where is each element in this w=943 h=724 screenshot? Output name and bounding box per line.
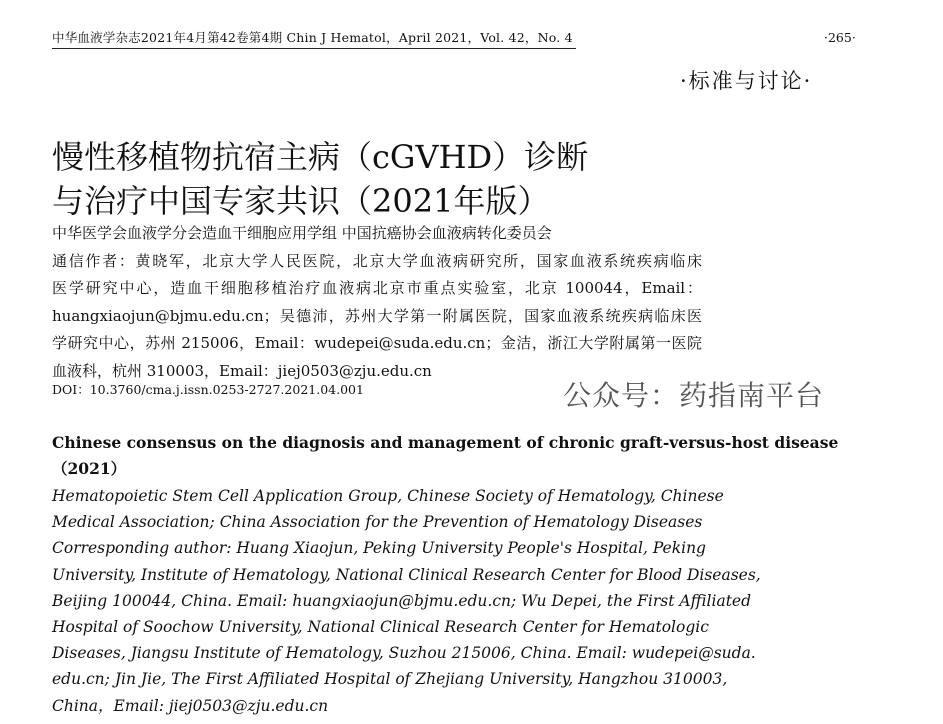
english-title-line: Chinese consensus on the diagnosis and management of chronic graft-versus-host disease [52, 433, 839, 452]
title-line: 慢性移植物抗宿主病（cGVHD）诊断 [52, 138, 589, 177]
authors-line: 学研究中心，苏州 215006，Email：wudepei@suda.edu.cn；金洁，浙江大学附属第一医院 [52, 334, 702, 353]
doi: DOI：10.3760/cma.j.issn.0253-2727.2021.04.001 [52, 382, 364, 397]
authors-line: 血液科，杭州 310003，Email：jiej0503@zju.edu.cn [52, 361, 432, 380]
english-body-line: Beijing 100044, China. Email: huangxiaojun@bjmu.edu.cn; Wu Depei, the First Affiliated [52, 591, 752, 610]
authors-line: 医学研究中心，造血干细胞移植治疗血液病北京市重点实验室，北京 100044，Email： [52, 279, 702, 298]
english-affiliations [52, 483, 761, 719]
page-number: ·265· [824, 30, 856, 45]
english-body-line: Diseases, Jiangsu Institute of Hematology, Suzhou 215006, China. Email: wudepei@suda. [52, 644, 756, 663]
english-body-line: China，Email: jiej0503@zju.edu.cn [52, 696, 329, 715]
authors-line: huangxiaojun@bjmu.edu.cn；吴德沛，苏州大学第一附属医院，国家血液系统疾病临床医 [52, 306, 702, 325]
english-body-line: Medical Association; China Association for the Prevention of Hematology Diseases [52, 513, 703, 532]
english-body-line: Hematopoietic Stem Cell Application Group, Chinese Society of Hematology, Chinese [52, 487, 724, 505]
english-body-line: Hospital of Soochow University, National Clinical Research Center for Hematologic [52, 618, 709, 637]
authors-block [52, 220, 702, 386]
section-label: ·标准与讨论· [680, 69, 813, 93]
journal-header: 中华血液学杂志2021年4月第42卷第4期 Chin J Hematol，April 2021，Vol. 42，No. 4 [52, 30, 576, 49]
authors-line: 通信作者：黄晓军，北京大学人民医院，北京大学血液病研究所，国家血液系统疾病临床 [52, 251, 702, 270]
article-title [52, 135, 692, 223]
watermark-text: 公众号：药指南平台 [563, 379, 825, 412]
english-title [52, 430, 839, 482]
title-line: 与治疗中国专家共识（2021年版） [52, 182, 550, 221]
english-body-line: Corresponding author: Huang Xiaojun, Peking University People's Hospital, Peking [52, 539, 706, 558]
english-body-line: edu.cn; Jin Jie, The First Affiliated Hospital of Zhejiang University, Hangzhou 310003, [52, 670, 728, 689]
english-body-line: University, Institute of Hematology, National Clinical Research Center for Blood Diseases, [52, 565, 761, 584]
authors-line: 中华医学会血液学分会造血干细胞应用学组 中国抗癌协会血液病转化委员会 [52, 224, 552, 242]
english-title-line: （2021） [52, 459, 127, 478]
